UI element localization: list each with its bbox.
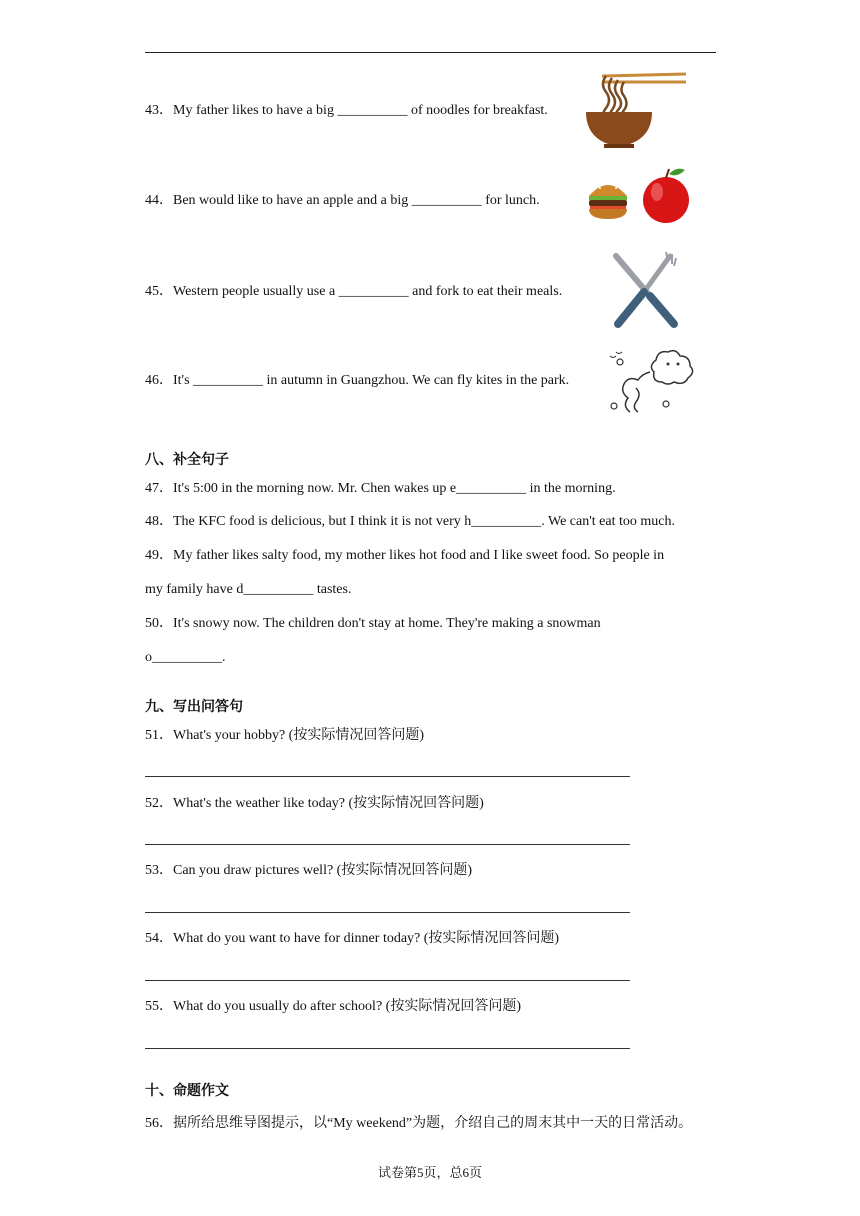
noodle-bowl-icon — [584, 70, 690, 152]
windy-icon — [606, 348, 694, 414]
question-46: 46．It's __________ in autumn in Guangzhou. We can fly kites in the park. — [145, 373, 570, 388]
question-49: 49．My father likes salty food, my mother likes hot food and I like sweet food. So people in — [145, 548, 665, 563]
section-10-heading: 十、命题作文 — [145, 1083, 229, 1099]
question-53: 53．Can you draw pictures well? (按实际情况回答问题) — [145, 863, 472, 878]
question-44: 44．Ben would like to have an apple and a big __________ for lunch. — [145, 193, 540, 208]
answer-line-53 — [145, 912, 630, 913]
question-52: 52．What's the weather like today? (按实际情况回答问题) — [145, 796, 484, 811]
header-rule — [145, 52, 716, 53]
answer-line-54 — [145, 980, 630, 981]
answer-line-51 — [145, 776, 630, 777]
question-51: 51．What's your hobby? (按实际情况回答问题) — [145, 728, 424, 743]
question-45: 45．Western people usually use a __________ and fork to eat their meals. — [145, 284, 563, 299]
page-footer: 试卷第5页，总6页 — [377, 1165, 482, 1180]
answer-line-55 — [145, 1048, 630, 1049]
question-43: 43．My father likes to have a big __________ of noodles for breakfast. — [145, 103, 548, 118]
section-8-heading: 八、补全句子 — [145, 452, 229, 468]
question-49-continued: my family have d__________ tastes. — [145, 582, 352, 597]
knife-fork-icon — [604, 250, 686, 332]
answer-line-52 — [145, 844, 630, 845]
question-48: 48．The KFC food is delicious, but I think it is not very h__________. We can't eat too much. — [145, 514, 675, 529]
section-9-heading: 九、写出问答句 — [145, 699, 243, 715]
question-47: 47．It's 5:00 in the morning now. Mr. Chen wakes up e__________ in the morning. — [145, 481, 616, 496]
question-55: 55．What do you usually do after school? (按实际情况回答问题) — [145, 999, 521, 1014]
question-50: 50．It's snowy now. The children don't stay at home. They're making a snowman — [145, 616, 601, 631]
question-50-continued: o__________. — [145, 650, 226, 665]
question-56: 56．据所给思维导图提示，以“My weekend”为题，介绍自己的周末其中一天的日常活动。 — [145, 1116, 693, 1131]
hamburger-apple-icon — [586, 166, 692, 228]
question-54: 54．What do you want to have for dinner today? (按实际情况回答问题) — [145, 931, 560, 946]
